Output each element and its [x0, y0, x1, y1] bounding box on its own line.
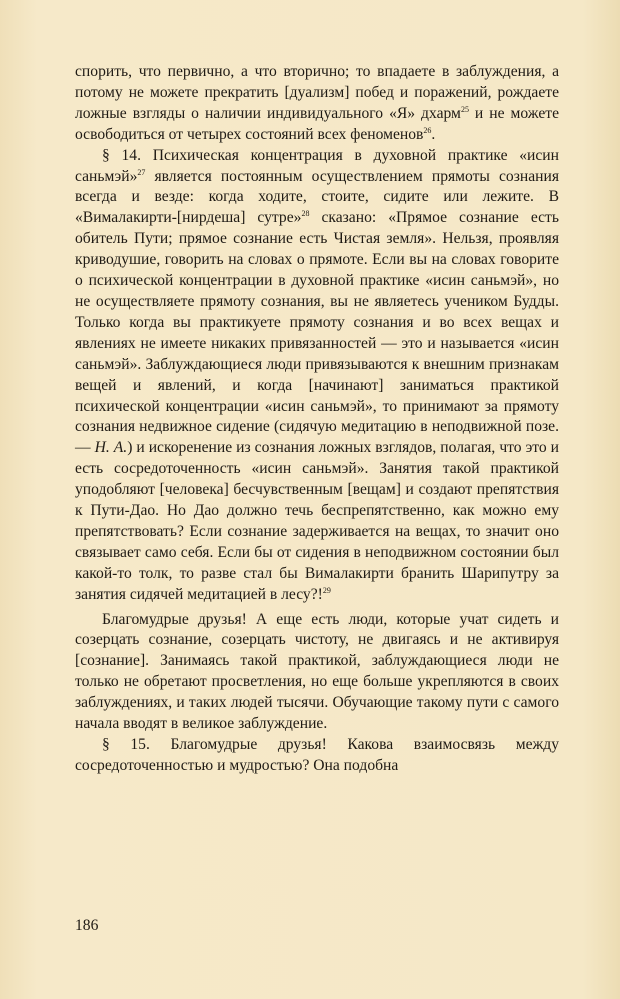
text-run: § 15. Благомудрые друзья! Какова взаимосвязь между сосредоточенностью и мудростью? Она подобна: [75, 736, 559, 774]
text-run: Благомудрые друзья! А еще есть люди, которые учат сидеть и созерцать сознание, созерцать чистоту, не двигаясь и не активируя [сознание]. Занимаясь такой практикой, заблуждающиеся люди не только не обретают просветления, но еще больше укрепляются в своих заблуждениях, и таких людей тысячи. Обучающие такому пути с самого начала вводят в великое заблуждение.: [75, 610, 559, 733]
paragraph-4: [75, 735, 559, 777]
footnote-ref-27: 27: [137, 167, 146, 177]
text-run: и не можете освободиться от четырех состояний всех феноменов: [75, 104, 560, 143]
text-run: сказано: «Прямое сознание есть обитель Пути; прямое сознание есть Чистая земля». Нельзя, проявляя криводушие, говорить на словах о прямоте. Если вы на словах говорите о психической концентрации в духовной практике «исин саньмэй», но не осуществляете прямоту сознания, вы не являетесь учеником Будды. Только когда вы практикуете прямоту сознания и во всех вещах и явлениях не имеете никаких привязанностей — это и называется «исин саньмэй». Заблуждающиеся люди привязываются к внешним признакам вещей и явлений, и когда [начинают] заниматься практикой психической концентрации «исин саньмэй», то принимают за прямоту сознания недвижное сидение (сидячую медитацию в неподвижной позе.—: [75, 209, 559, 457]
text-run: спорить, что первично, а что вторично; то впадаете в заблуждения, а потому не можете прекратить [дуализм] побед и поражений, рождаете ложные взгляды о наличии индивидуального «Я» дхарм: [75, 63, 559, 122]
paragraph-1: [75, 62, 559, 146]
text-run: § 14. Психическая концентрация в духовной практике «исин саньмэй»: [75, 146, 559, 185]
text-run: .: [431, 125, 436, 143]
page-number: 186: [75, 917, 99, 934]
paragraph-2: [75, 146, 559, 606]
paragraph-3: [75, 610, 559, 735]
footnote-ref-25: 25: [460, 104, 469, 114]
text-run: является постоянным осуществлением прямоты сознания всегда и везде: когда ходите, стоите, сидите или лежите. В «Вималакирти-[нирдеша] сутре»: [75, 167, 559, 227]
body-text: [75, 62, 559, 777]
author-initials: Н. А.: [94, 439, 128, 457]
footnote-ref-28: 28: [301, 209, 310, 219]
text-run: ) и искоренение из сознания ложных взглядов, полагая, что это и есть сосредоточенность «исин саньмэй». Занятия такой практикой уподобляют [человека] бесчувственным [вещам] и создают препятствия к Пути-Дао. Но Дао должно течь беспрепятственно, как можно ему препятствовать? Если сознание задерживается на вещах, то значит оно связывает само себя. Если бы от сидения в неподвижном состоянии был какой-то толк, то разве стал бы Вималакирти бранить Шарипутру за занятия сидячей медитацией в лесу?!: [75, 439, 560, 603]
footnote-ref-29: 29: [322, 585, 331, 595]
footnote-ref-26: 26: [423, 125, 432, 135]
